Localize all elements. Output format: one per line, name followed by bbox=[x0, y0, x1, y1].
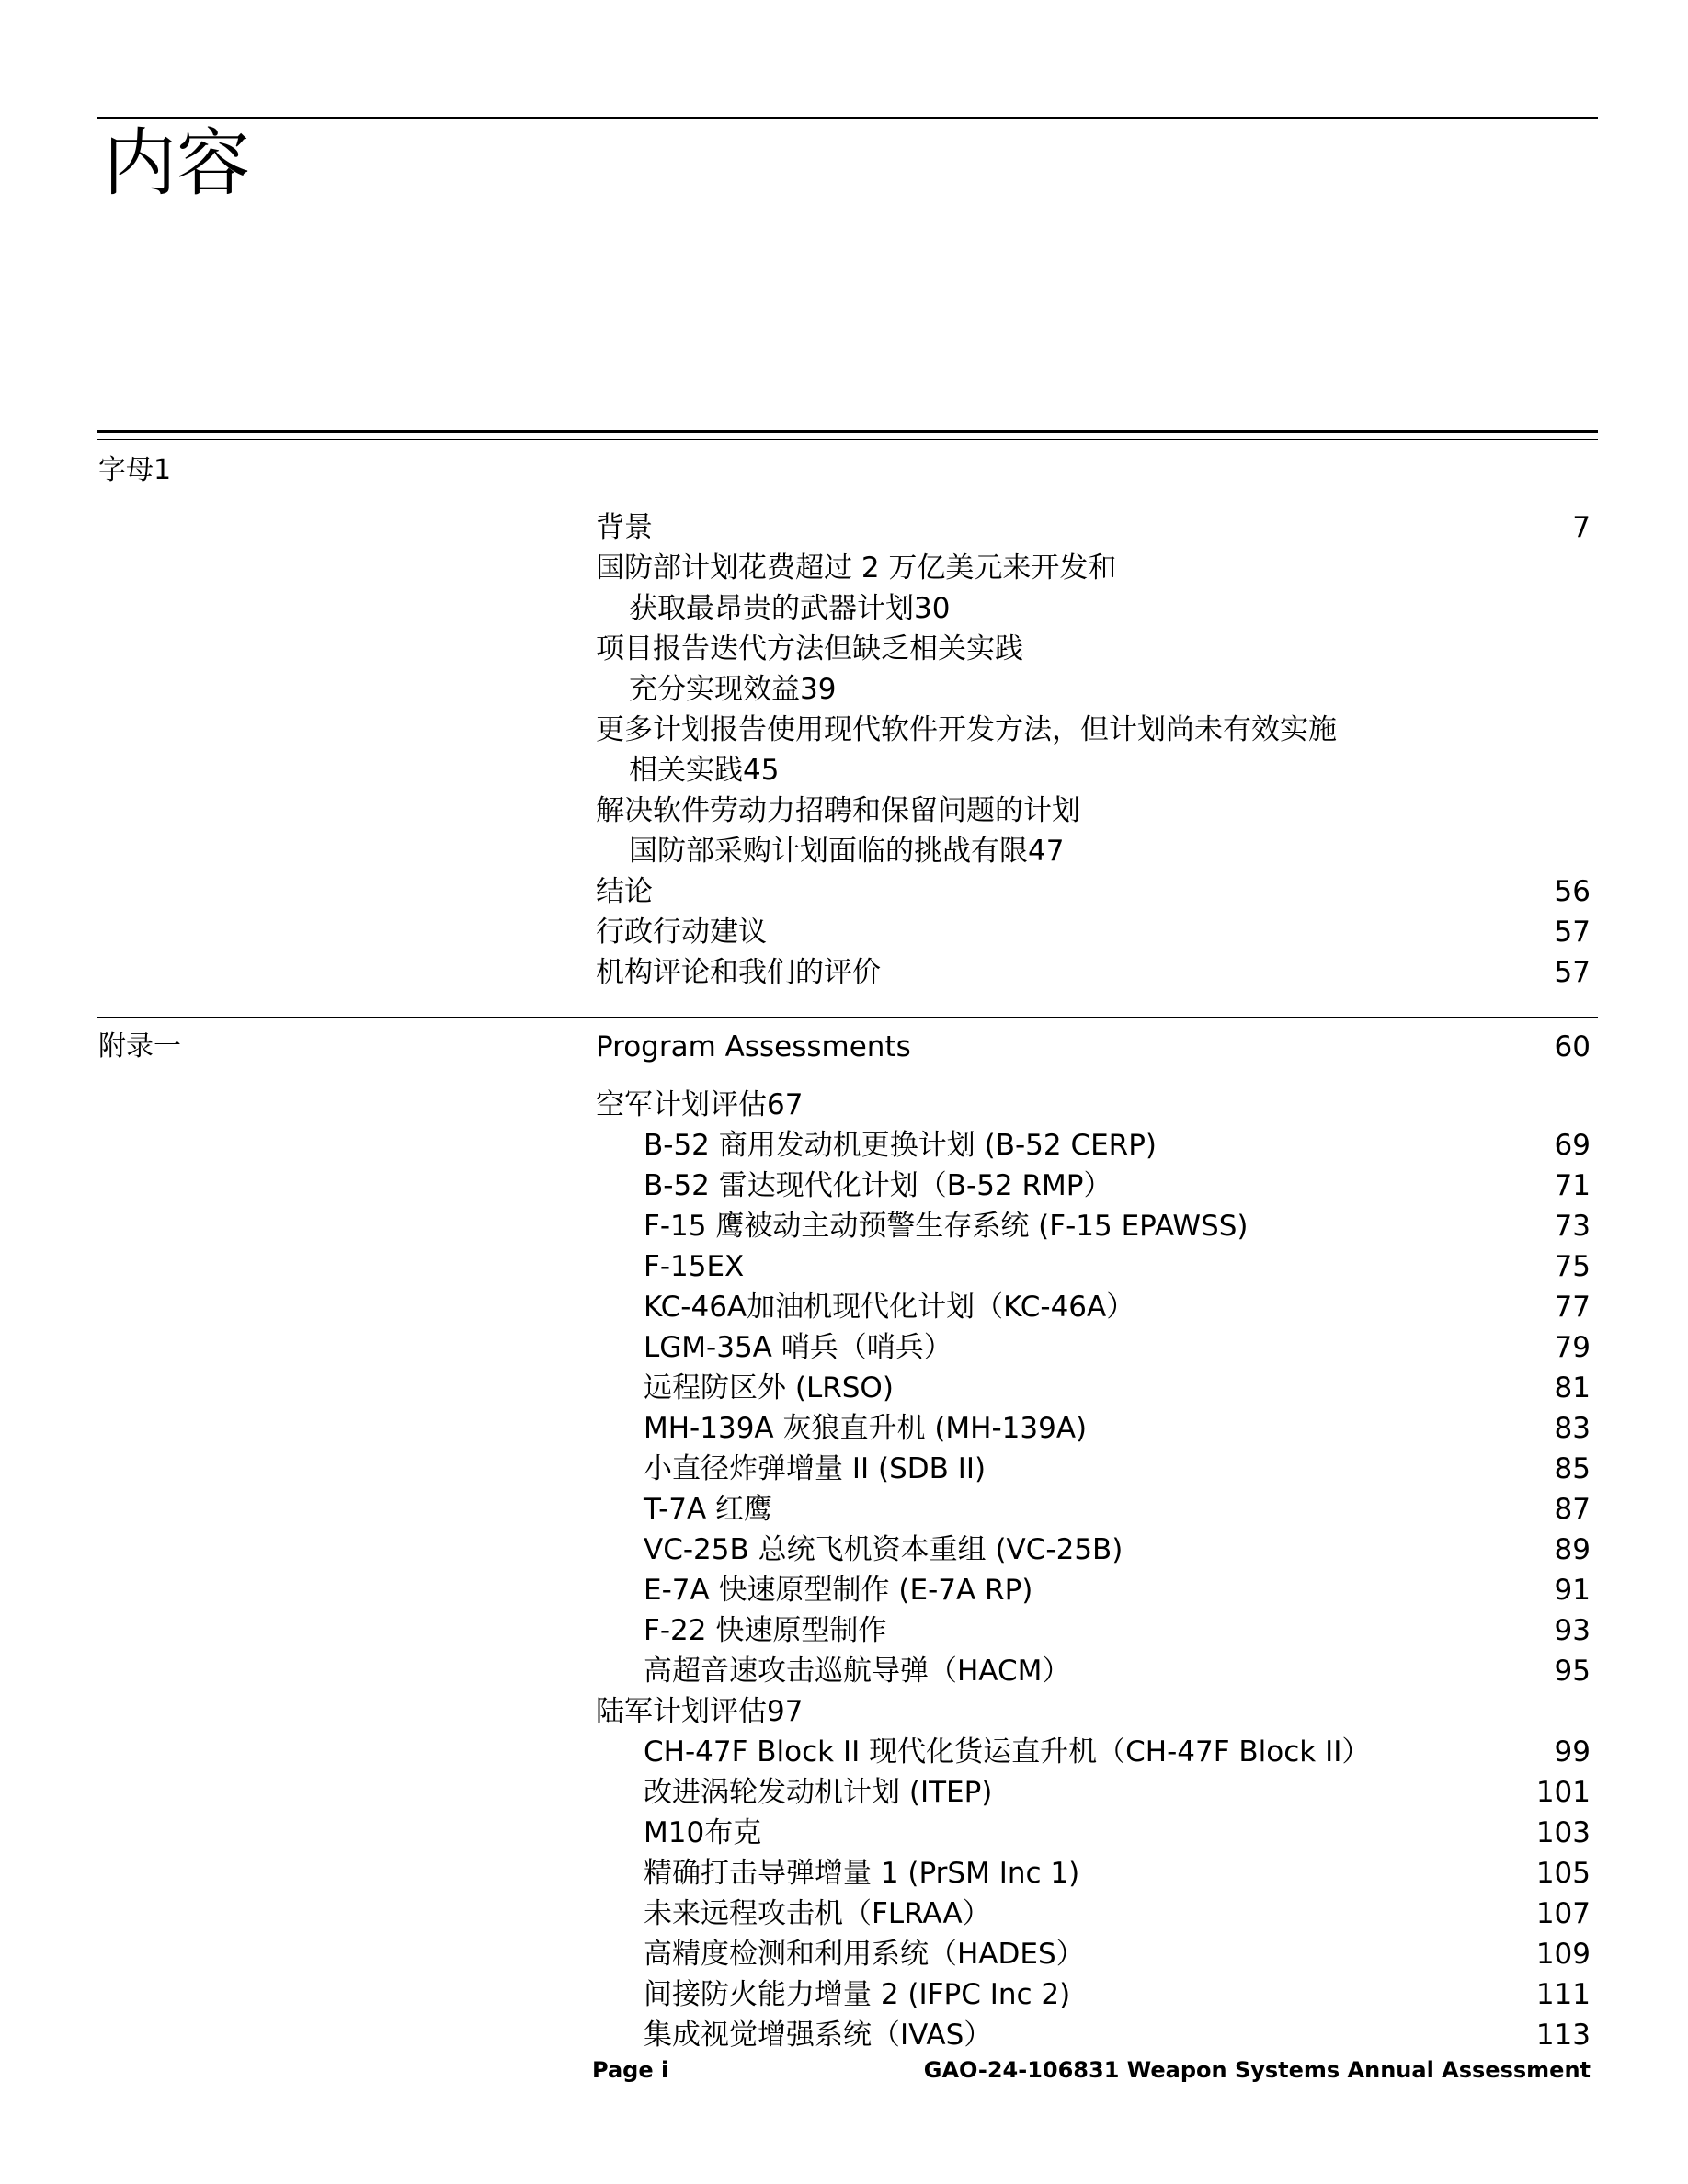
toc-item-text: E-7A 快速原型制作 (E-7A RP) bbox=[644, 1574, 1033, 1607]
toc-item-page: 111 bbox=[1535, 1978, 1591, 2011]
toc-entry-text: 更多计划报告使用现代软件开发方法，但计划尚未有效实施 bbox=[596, 713, 1337, 746]
toc-item-page: 79 bbox=[1554, 1331, 1591, 1364]
toc-group-title[interactable] bbox=[0, 1691, 1688, 1732]
toc-item-text: 高精度检测和利用系统（HADES） bbox=[644, 1938, 1085, 1971]
toc-entry[interactable] bbox=[0, 507, 1688, 548]
toc-item-text: 集成视觉增强系统（IVAS） bbox=[644, 2019, 993, 2052]
toc-entry-text: 充分实现效益39 bbox=[629, 673, 837, 706]
toc-item-page: 75 bbox=[1554, 1250, 1591, 1283]
appendix-heading-text: Program Assessments bbox=[596, 1030, 911, 1064]
toc-item-page: 113 bbox=[1535, 2019, 1591, 2052]
toc-item-page: 99 bbox=[1554, 1735, 1591, 1769]
page-title: 内容 bbox=[103, 120, 250, 206]
toc-entry-text: 国防部计划花费超过 2 万亿美元来开发和 bbox=[596, 552, 1117, 585]
toc-entry-text: 机构评论和我们的评价 bbox=[596, 956, 881, 989]
toc-item-text: M10布克 bbox=[644, 1816, 762, 1849]
toc-item-page: 103 bbox=[1535, 1816, 1591, 1849]
toc-item[interactable] bbox=[0, 2015, 1688, 2055]
toc-entry[interactable] bbox=[0, 791, 1688, 831]
toc-entry[interactable] bbox=[0, 669, 1688, 710]
toc-item[interactable] bbox=[0, 1368, 1688, 1408]
toc-entry[interactable] bbox=[0, 750, 1688, 791]
toc-item[interactable] bbox=[0, 1853, 1688, 1894]
appendix-label: 附录一 bbox=[98, 1030, 181, 1063]
toc-item[interactable] bbox=[0, 1610, 1688, 1651]
appendix-rule bbox=[97, 1017, 1598, 1018]
toc-item-page: 83 bbox=[1554, 1412, 1591, 1445]
toc-item[interactable] bbox=[0, 1449, 1688, 1489]
toc-item-page: 73 bbox=[1554, 1210, 1591, 1243]
toc-entry[interactable] bbox=[0, 710, 1688, 750]
toc-item[interactable] bbox=[0, 1327, 1688, 1368]
toc-entry-text: 国防部采购计划面临的挑战有限47 bbox=[629, 835, 1065, 868]
toc-entry-text: 背景 bbox=[596, 511, 653, 544]
toc-item-page: 89 bbox=[1554, 1533, 1591, 1566]
toc-entry[interactable] bbox=[0, 629, 1688, 669]
toc-item-text: KC-46A加油机现代化计划（KC-46A） bbox=[644, 1291, 1135, 1324]
section-letter-label: 字母1 bbox=[98, 454, 172, 486]
toc-entry-text: 行政行动建议 bbox=[596, 916, 767, 949]
toc-entry[interactable] bbox=[0, 831, 1688, 871]
toc-item-page: 77 bbox=[1554, 1291, 1591, 1324]
toc-item-text: LGM-35A 哨兵（哨兵） bbox=[644, 1331, 952, 1364]
toc-item-text: 未来远程攻击机（FLRAA） bbox=[644, 1897, 991, 1930]
toc-item-page: 71 bbox=[1554, 1169, 1591, 1202]
toc-item-page: 93 bbox=[1554, 1614, 1591, 1647]
toc-item-page: 81 bbox=[1554, 1371, 1591, 1405]
toc-item[interactable] bbox=[0, 1206, 1688, 1246]
toc-item-text: 间接防火能力增量 2 (IFPC Inc 2) bbox=[644, 1978, 1071, 2011]
toc-entry-text: 项目报告迭代方法但缺乏相关实践 bbox=[596, 632, 1023, 665]
toc-entry-text: 相关实践45 bbox=[629, 754, 780, 787]
toc-entry-text: 解决软件劳动力招聘和保留问题的计划 bbox=[596, 794, 1080, 827]
toc-item[interactable] bbox=[0, 1934, 1688, 1974]
toc-entry[interactable] bbox=[0, 871, 1688, 912]
toc-item[interactable] bbox=[0, 1530, 1688, 1570]
toc-item-page: 95 bbox=[1554, 1655, 1591, 1688]
toc-item-text: 小直径炸弹增量 II (SDB II) bbox=[644, 1452, 987, 1485]
toc-entry[interactable] bbox=[0, 952, 1688, 993]
toc-item[interactable] bbox=[0, 1772, 1688, 1813]
title-top-rule bbox=[97, 117, 1598, 119]
toc-item-text: CH-47F Block II 现代化货运直升机（CH-47F Block II） bbox=[644, 1735, 1371, 1769]
footer-report-title: GAO-24-106831 Weapon Systems Annual Assessment bbox=[923, 2057, 1591, 2083]
toc-item-page: 109 bbox=[1535, 1938, 1591, 1971]
toc-item-page: 87 bbox=[1554, 1493, 1591, 1526]
appendix-toc-list bbox=[0, 1085, 1688, 2055]
toc-item[interactable] bbox=[0, 1974, 1688, 2015]
toc-item-text: 高超音速攻击巡航导弹（HACM） bbox=[644, 1655, 1071, 1688]
toc-item[interactable] bbox=[0, 1125, 1688, 1166]
toc-entry[interactable] bbox=[0, 548, 1688, 588]
toc-entry[interactable] bbox=[0, 912, 1688, 952]
toc-item[interactable] bbox=[0, 1651, 1688, 1691]
toc-item[interactable] bbox=[0, 1408, 1688, 1449]
toc-item[interactable] bbox=[0, 1489, 1688, 1530]
toc-group-title-text: 空军计划评估67 bbox=[596, 1088, 804, 1121]
toc-item-page: 91 bbox=[1554, 1574, 1591, 1607]
toc-item-text: T-7A 红鹰 bbox=[644, 1493, 773, 1526]
toc-item-text: F-22 快速原型制作 bbox=[644, 1614, 887, 1647]
toc-item-text: B-52 雷达现代化计划（B-52 RMP） bbox=[644, 1169, 1112, 1202]
toc-item[interactable] bbox=[0, 1813, 1688, 1853]
footer-page-label: Page i bbox=[592, 2057, 669, 2083]
section-double-rule-bottom bbox=[97, 439, 1598, 440]
toc-item[interactable] bbox=[0, 1287, 1688, 1327]
toc-group-title[interactable] bbox=[0, 1085, 1688, 1125]
toc-item-page: 107 bbox=[1535, 1897, 1591, 1930]
toc-item[interactable] bbox=[0, 1246, 1688, 1287]
appendix-heading-page: 60 bbox=[1554, 1030, 1591, 1064]
toc-entry-text: 获取最昂贵的武器计划30 bbox=[629, 592, 951, 625]
section-double-rule-top bbox=[97, 430, 1598, 433]
toc-item-page: 85 bbox=[1554, 1452, 1591, 1485]
toc-item-page: 101 bbox=[1535, 1776, 1591, 1809]
toc-item-text: 精确打击导弹增量 1 (PrSM Inc 1) bbox=[644, 1857, 1080, 1890]
toc-entry-page: 57 bbox=[1554, 916, 1591, 949]
toc-entry[interactable] bbox=[0, 588, 1688, 629]
toc-item-page: 105 bbox=[1535, 1857, 1591, 1890]
letter-toc-list bbox=[0, 507, 1688, 993]
toc-item[interactable] bbox=[0, 1732, 1688, 1772]
toc-entry-page: 7 bbox=[1572, 511, 1591, 544]
toc-item-text: F-15 鹰被动主动预警生存系统 (F-15 EPAWSS) bbox=[644, 1210, 1249, 1243]
toc-item-text: 远程防区外 (LRSO) bbox=[644, 1371, 894, 1405]
toc-item[interactable] bbox=[0, 1166, 1688, 1206]
toc-item-page: 69 bbox=[1554, 1129, 1591, 1162]
toc-item-text: MH-139A 灰狼直升机 (MH-139A) bbox=[644, 1412, 1088, 1445]
toc-item[interactable] bbox=[0, 1894, 1688, 1934]
toc-item-text: F-15EX bbox=[644, 1250, 745, 1283]
toc-item-text: 改进涡轮发动机计划 (ITEP) bbox=[644, 1776, 993, 1809]
toc-entry-text: 结论 bbox=[596, 875, 653, 908]
appendix-heading-row[interactable] bbox=[0, 1027, 1688, 1067]
toc-item-text: VC-25B 总统飞机资本重组 (VC-25B) bbox=[644, 1533, 1123, 1566]
toc-entry-page: 56 bbox=[1554, 875, 1591, 908]
toc-group-title-text: 陆军计划评估97 bbox=[596, 1695, 804, 1728]
toc-entry-page: 57 bbox=[1554, 956, 1591, 989]
toc-item[interactable] bbox=[0, 1570, 1688, 1610]
toc-item-text: B-52 商用发动机更换计划 (B-52 CERP) bbox=[644, 1129, 1158, 1162]
